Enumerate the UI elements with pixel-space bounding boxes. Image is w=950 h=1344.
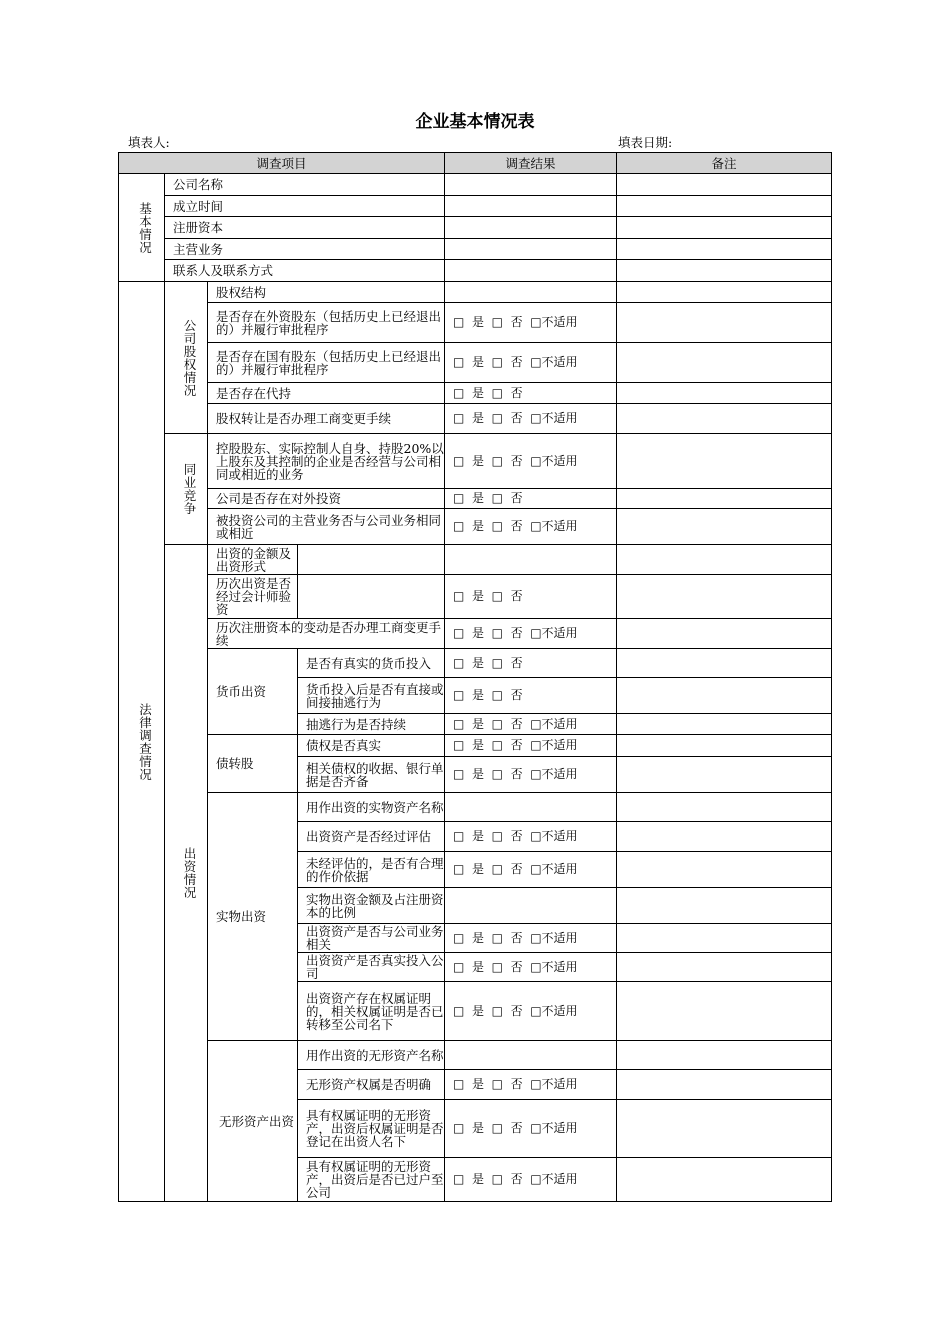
row-label: 具有权属证明的无形资产，出资后权属证明是否登记在出资人名下 — [298, 1100, 445, 1158]
table-row — [119, 196, 832, 217]
note-cell[interactable] — [617, 1070, 832, 1100]
result-options[interactable]: □ 是 □ 否 □不适用 — [445, 852, 617, 888]
group-basic: 基本情况 — [119, 174, 165, 282]
result-options[interactable]: □ 是 □ 否 □不适用 — [445, 714, 617, 735]
result-options[interactable]: □ 是 □ 否 — [445, 489, 617, 509]
row-label: 联系人及联系方式 — [165, 260, 445, 282]
table-row — [119, 619, 832, 649]
result-options[interactable]: □ 是 □ 否 — [445, 678, 617, 714]
filler-label: 填表人: — [128, 135, 170, 150]
note-cell[interactable] — [617, 1041, 832, 1070]
group-capital: 出资情况 — [165, 545, 208, 1202]
note-cell[interactable] — [617, 383, 832, 404]
note-cell[interactable] — [617, 888, 832, 924]
result-options[interactable]: □ 是 □ 否 □不适用 — [445, 822, 617, 852]
row-label: 债权是否真实 — [298, 735, 445, 757]
row-label: 出资的金额及出资形式 — [208, 545, 298, 575]
row-label: 成立时间 — [165, 196, 445, 217]
result-options[interactable]: □ 是 □ 否 — [445, 383, 617, 404]
row-label: 历次出资是否经过会计师验资 — [208, 575, 298, 619]
note-cell[interactable] — [617, 404, 832, 434]
group-equity: 公司股权情况 — [165, 282, 208, 434]
row-label: 出资资产是否与公司业务相关 — [298, 924, 445, 953]
result-options[interactable]: □ 是 □ 否 □不适用 — [445, 953, 617, 982]
row-label: 股权转让是否办理工商变更手续 — [208, 404, 445, 434]
row-label: 抽逃行为是否持续 — [298, 714, 445, 735]
result-cell[interactable] — [445, 174, 617, 196]
table-row — [119, 793, 832, 822]
result-options[interactable]: □ 是 □ 否 □不适用 — [445, 1070, 617, 1100]
row-label: 是否存在国有股东（包括历史上已经退出的）并履行审批程序 — [208, 343, 445, 383]
result-cell[interactable] — [445, 888, 617, 924]
row-label: 未经评估的，是否有合理的作价依据 — [298, 852, 445, 888]
result-options[interactable]: □ 是 □ 否 — [445, 575, 617, 619]
row-label: 用作出资的无形资产名称 — [298, 1041, 445, 1070]
note-cell[interactable] — [617, 575, 832, 619]
note-cell[interactable] — [617, 509, 832, 545]
table-row — [119, 489, 832, 509]
note-cell[interactable] — [617, 649, 832, 678]
header-note: 备注 — [617, 153, 832, 174]
row-label: 公司是否存在对外投资 — [208, 489, 445, 509]
row-label: 具有权属证明的无形资产，出资后是否已过户至公司 — [298, 1158, 445, 1202]
table-row — [119, 343, 832, 383]
note-cell[interactable] — [617, 793, 832, 822]
result-options[interactable]: □ 是 □ 否 □不适用 — [445, 757, 617, 793]
note-cell[interactable] — [617, 489, 832, 509]
table-row — [119, 303, 832, 343]
page-title: 企业基本情况表 — [415, 112, 535, 132]
header-item: 调查项目 — [119, 153, 445, 174]
result-cell[interactable] — [445, 545, 617, 575]
note-cell[interactable] — [617, 1100, 832, 1158]
result-options[interactable]: □ 是 □ 否 □不适用 — [445, 343, 617, 383]
row-label: 实物出资金额及占注册资本的比例 — [298, 888, 445, 924]
result-options[interactable]: □ 是 □ 否 — [445, 649, 617, 678]
result-options[interactable]: □ 是 □ 否 □不适用 — [445, 924, 617, 953]
table-header-row — [119, 153, 832, 174]
result-options[interactable]: □ 是 □ 否 □不适用 — [445, 1100, 617, 1158]
result-cell[interactable] — [445, 217, 617, 239]
note-cell[interactable] — [617, 434, 832, 489]
result-cell[interactable] — [445, 196, 617, 217]
row-label: 用作出资的实物资产名称 — [298, 793, 445, 822]
row-label: 货币投入后是否有直接或间接抽逃行为 — [298, 678, 445, 714]
note-cell[interactable] — [617, 982, 832, 1041]
intangible-contribution-label: 无形资产出资 — [208, 1041, 298, 1202]
survey-table — [118, 152, 832, 1202]
row-label: 公司名称 — [165, 174, 445, 196]
note-cell[interactable] — [617, 545, 832, 575]
table-row — [119, 260, 832, 282]
group-competition: 同业竞争 — [165, 434, 208, 545]
row-label: 出资资产是否经过评估 — [298, 822, 445, 852]
group-legal: 法律调查情况 — [119, 282, 165, 1202]
result-options[interactable]: □ 是 □ 否 □不适用 — [445, 735, 617, 757]
result-options[interactable]: □ 是 □ 否 □不适用 — [445, 509, 617, 545]
note-cell[interactable] — [617, 343, 832, 383]
row-label: 相关债权的收据、银行单据是否齐备 — [298, 757, 445, 793]
note-cell[interactable] — [617, 282, 832, 303]
result-options[interactable]: □ 是 □ 否 □不适用 — [445, 404, 617, 434]
row-label: 是否存在外资股东（包括历史上已经退出的）并履行审批程序 — [208, 303, 445, 343]
table-row — [119, 174, 832, 196]
table-row — [119, 545, 832, 575]
note-cell[interactable] — [617, 303, 832, 343]
note-cell[interactable] — [617, 174, 832, 196]
result-cell[interactable] — [445, 793, 617, 822]
row-label: 出资资产存在权属证明的，相关权属证明是否已转移至公司名下 — [298, 982, 445, 1041]
table-row — [119, 282, 832, 303]
row-label: 历次注册资本的变动是否办理工商变更手续 — [208, 619, 445, 649]
note-cell[interactable] — [617, 1158, 832, 1202]
result-cell[interactable] — [445, 1041, 617, 1070]
row-label: 股权结构 — [208, 282, 445, 303]
row-label: 是否存在代持 — [208, 383, 445, 404]
note-cell[interactable] — [617, 924, 832, 953]
row-label: 出资资产是否真实投入公司 — [298, 953, 445, 982]
result-cell[interactable] — [445, 239, 617, 260]
row-label: 主营业务 — [165, 239, 445, 260]
result-options[interactable]: □ 是 □ 否 □不适用 — [445, 619, 617, 649]
empty-cell — [298, 545, 445, 575]
table-row — [119, 239, 832, 260]
row-label: 无形资产权属是否明确 — [298, 1070, 445, 1100]
result-cell[interactable] — [445, 282, 617, 303]
note-cell[interactable] — [617, 260, 832, 282]
result-options[interactable]: □ 是 □ 否 □不适用 — [445, 1158, 617, 1202]
result-options[interactable]: □ 是 □ 否 □不适用 — [445, 434, 617, 489]
note-cell[interactable] — [617, 678, 832, 714]
cash-contribution-label: 货币出资 — [208, 649, 298, 735]
note-cell[interactable] — [617, 953, 832, 982]
table-row — [119, 404, 832, 434]
note-cell[interactable] — [617, 714, 832, 735]
note-cell[interactable] — [617, 619, 832, 649]
empty-cell — [298, 575, 445, 619]
table-row — [119, 575, 832, 619]
note-cell[interactable] — [617, 735, 832, 757]
row-label: 注册资本 — [165, 217, 445, 239]
note-cell[interactable] — [617, 852, 832, 888]
note-cell[interactable] — [617, 239, 832, 260]
table-row — [119, 509, 832, 545]
result-options[interactable]: □ 是 □ 否 □不适用 — [445, 303, 617, 343]
table-row — [119, 217, 832, 239]
note-cell[interactable] — [617, 757, 832, 793]
table-row — [119, 383, 832, 404]
header-result: 调查结果 — [445, 153, 617, 174]
result-cell[interactable] — [445, 260, 617, 282]
physical-contribution-label: 实物出资 — [208, 793, 298, 1041]
row-label: 控股股东、实际控制人自身、持股20%以上股东及其控制的企业是否经营与公司相同或相近的业务 — [208, 434, 445, 489]
row-label: 是否有真实的货币投入 — [298, 649, 445, 678]
row-label: 被投资公司的主营业务否与公司业务相同或相近 — [208, 509, 445, 545]
table-row — [119, 735, 832, 757]
note-cell[interactable] — [617, 822, 832, 852]
note-cell[interactable] — [617, 196, 832, 217]
fill-date-label: 填表日期: — [618, 135, 673, 150]
table-row — [119, 434, 832, 489]
debt-to-equity-label: 债转股 — [208, 735, 298, 793]
table-row — [119, 649, 832, 678]
result-options[interactable]: □ 是 □ 否 □不适用 — [445, 982, 617, 1041]
note-cell[interactable] — [617, 217, 832, 239]
table-row — [119, 1041, 832, 1070]
